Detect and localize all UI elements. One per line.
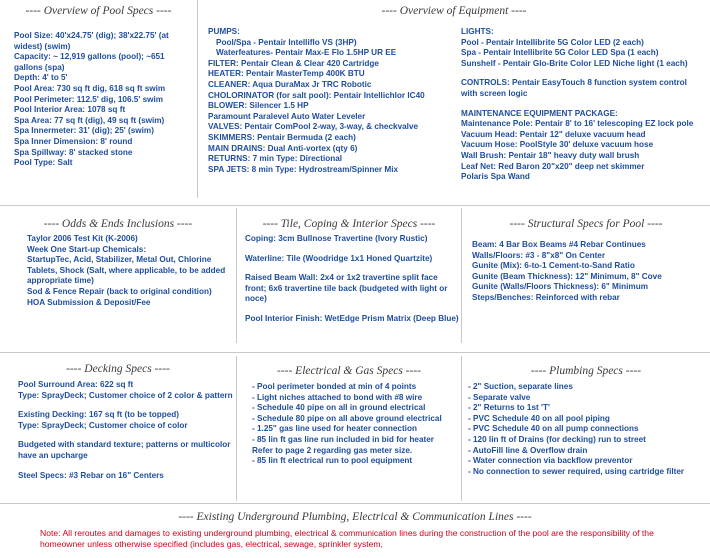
decking-line: Pool Surround Area: 622 sq ft (18, 380, 134, 389)
odds-line: Week One Start-up Chemicals: (27, 244, 147, 254)
equipment-line: with screen logic (461, 88, 528, 98)
decking-line: Existing Decking: 167 sq ft (to be topped) (18, 410, 180, 420)
odds-line: Tablets, Shock (Salt, where applicable, to be added (27, 265, 226, 275)
equipment-line: Spa - Pentair Intellibrite 5G Color LED Spa (1 each) (461, 48, 659, 58)
odds-line: Taylor 2006 Test Kit (K-2006) (27, 234, 138, 243)
pool-spec-line: Spa Area: 77 sq ft (dig), 49 sq ft (swim) (14, 115, 165, 125)
equipment-line: SKIMMERS: Pentair Bermuda (2 each) (208, 132, 356, 142)
electrical-line: - 85 lin ft gas line run included in bid for heater (252, 434, 434, 444)
decking-line: Budgeted with standard texture; patterns or multicolor (18, 440, 231, 450)
structural-line: Gunite (Mix): 6-to-1 Cement-to-Sand Ratio (472, 261, 635, 271)
pool-specs-panel (0, 0, 197, 200)
equipment-line: MAIN DRAINS: Dual Anti-vortex (qty 6) (208, 143, 358, 153)
equipment-line: BLOWER: Silencer 1.5 HP (208, 101, 309, 111)
pool-spec-line: Depth: 4' to 5' (14, 73, 68, 83)
pool-specs-list (14, 31, 197, 169)
equipment-line: RETURNS: 7 min Type: Directional (208, 154, 343, 164)
decking-line: Type: SprayDeck; Customer choice of 2 color & pattern (18, 390, 233, 400)
pool-specs-title: ---- Overview of Pool Specs ---- (25, 5, 172, 17)
existing-lines-note: Note: All reroutes and damages to existing underground plumbing, electrical & communication lines during the construction of the pool are the responsibility of the homeowner unless otherwise specified (includes gas, electrical, sewage, sprinkler system, (40, 528, 654, 549)
spacer (18, 401, 236, 410)
plumbing-line: - Water connection via backflow preventor (468, 456, 633, 466)
spacer (461, 69, 709, 78)
spacer (245, 305, 461, 314)
pool-spec-line: Spa Innermeter: 31' (dig); 25' (swim) (14, 126, 154, 136)
equipment-line: HEATER: Pentair MasterTemp 400K BTU (208, 69, 365, 79)
electrical-panel (237, 355, 461, 501)
equipment-right-list (461, 27, 709, 183)
electrical-title: ---- Electrical & Gas Specs ---- (276, 365, 421, 377)
spacer (18, 462, 236, 471)
equipment-line: VALVES: Pentair ComPool 2-way, 3-way, & checkvalve (208, 122, 419, 132)
tile-panel (237, 207, 461, 347)
pool-spec-line: Pool Area: 730 sq ft dig, 618 sq ft swim (14, 83, 166, 93)
electrical-line: - 85 lin ft electrical run to pool equipment (252, 456, 413, 466)
equipment-line: Vacuum Head: Pentair 12" deluxe vacuum head (461, 129, 646, 139)
decking-line: Type: SprayDeck; Customer choice of color (18, 420, 188, 430)
pool-spec-line: Spa Inner Dimension: 8' round (14, 136, 133, 146)
divider-bottom-horizontal (0, 503, 710, 504)
equipment-line: Waterfeatures- Pentair Max-E Flo 1.5HP UR EE (216, 48, 397, 58)
odds-ends-list (27, 234, 236, 308)
equipment-left-list (208, 27, 456, 175)
tile-list (245, 234, 461, 325)
equipment-line: SPA JETS: 8 min Type: Hydrostream/Spinner Mix (208, 164, 399, 174)
equipment-line: PUMPS: (208, 27, 240, 36)
odds-line: appropriate time) (27, 276, 94, 286)
pool-spec-line: gallons (spa) (14, 62, 65, 72)
electrical-line: - Schedule 40 pipe on all in ground electrical (252, 403, 426, 413)
tile-coping: Coping: 3cm Bullnose Travertine (Ivory Rustic) (245, 234, 428, 243)
tile-title: ---- Tile, Coping & Interior Specs ---- (262, 218, 436, 230)
equipment-line: Pool/Spa - Pentair Intelliflo VS (3HP) (216, 37, 357, 47)
tile-finish: Pool Interior Finish: WetEdge Prism Matrix (Deep Blue) (245, 313, 459, 323)
pool-spec-line: Pool Interior Area: 1078 sq ft (14, 105, 126, 115)
decking-list (18, 380, 236, 481)
plumbing-panel (462, 355, 710, 501)
odds-line: StartupTec, Acid, Stabilizer, Metal Out, Chlorine (27, 255, 212, 265)
decking-line: have an upcharge (18, 450, 88, 460)
spacer (245, 264, 461, 273)
plumbing-title: ---- Plumbing Specs ---- (530, 365, 642, 377)
equipment-line: Wall Brush: Pentair 18" heavy duty wall brush (461, 150, 640, 160)
electrical-line: - 1.25" gas line used for heater connection (252, 424, 417, 434)
equipment-line: Vacuum Hose: PoolStyle 30' deluxe vacuum hose (461, 140, 654, 150)
divider-top-horizontal (0, 205, 710, 206)
structural-list (472, 240, 710, 304)
decking-panel (0, 355, 236, 501)
plumbing-list (468, 382, 710, 477)
equipment-line: CONTROLS: Pentair EasyTouch 8 function system control (461, 78, 687, 88)
equipment-title: ---- Overview of Equipment ---- (381, 5, 527, 17)
spacer (245, 245, 461, 254)
pool-spec-line: Spa Spillway: 8' stacked stone (14, 147, 133, 157)
structural-line: Gunite (Walls/Floors Thickness): 6" Minimum (472, 282, 648, 292)
tile-beam-line: Raised Beam Wall: 2x4 or 1x2 travertine split face (245, 273, 438, 283)
electrical-list (252, 382, 461, 467)
structural-title: ---- Structural Specs for Pool ---- (509, 218, 663, 230)
plumbing-line: - PVC Schedule 40 on all pool piping (468, 413, 610, 423)
equipment-panel (198, 0, 710, 200)
decking-steel: Steel Specs: #3 Rebar on 16" Centers (18, 470, 164, 480)
odds-line: Sod & Fence Repair (back to original condition) (27, 286, 212, 296)
pool-spec-line: widest) (swim) (14, 41, 71, 51)
pool-spec-line: Pool Type: Salt (14, 158, 73, 168)
pool-spec-line: Pool Perimeter: 112.5' dig, 106.5' swim (14, 94, 164, 104)
pool-spec-line: Capacity: ~ 12,919 gallons (pool); ~651 (14, 52, 165, 62)
structural-line: Gunite (Beam Thickness): 12" Minimum, 8" Cove (472, 271, 662, 281)
decking-title: ---- Decking Specs ---- (66, 363, 170, 375)
electrical-line: - Pool perimeter bonded at min of 4 points (252, 382, 417, 391)
equipment-line: Leaf Net: Red Baron 20"x20" deep net skimmer (461, 161, 645, 171)
plumbing-line: - 2" Suction, separate lines (468, 382, 573, 391)
plumbing-line: - Separate valve (468, 392, 531, 402)
odds-ends-panel (0, 207, 236, 347)
tile-waterline: Waterline: Tile (Woodridge 1x1 Honed Quartzite) (245, 253, 433, 263)
equipment-line: Pool - Pentair Intellibrite 5G Color LED (2 each) (461, 37, 644, 47)
electrical-line: - Light niches attached to bond with #8 wire (252, 392, 423, 402)
odds-line: HOA Submission & Deposit/Fee (27, 297, 151, 307)
plumbing-line: - 120 lin ft of Drains (for decking) run to street (468, 434, 646, 444)
equipment-line: Paramount Paralevel Auto Water Leveler (208, 111, 366, 121)
electrical-line: - Schedule 80 pipe on all above ground electrical (252, 413, 442, 423)
plumbing-line: - No connection to sewer required, using cartridge filter (468, 466, 685, 476)
tile-beam-line: noce) (245, 294, 267, 304)
equipment-line: LIGHTS: (461, 27, 494, 36)
plumbing-line: - AutoFill line & Overflow drain (468, 445, 588, 455)
equipment-line: Sunshelf - Pentair Glo-Brite Color LED Niche light (1 each) (461, 58, 688, 68)
structural-line: Steps/Benches: Reinforced with rebar (472, 292, 620, 302)
odds-ends-title: ---- Odds & Ends Inclusions ---- (43, 218, 193, 230)
structural-line: Walls/Floors: #3 - 8"x8" On Center (472, 250, 606, 260)
equipment-line: CHOLORINATOR (for salt pool): Pentair Intellichlor IC40 (208, 90, 425, 100)
equipment-line: Maintenance Pole: Pentair 8' to 16' telescoping EZ lock pole (461, 119, 694, 129)
equipment-line: CLEANER: Aqua DuraMax Jr TRC Robotic (208, 79, 372, 89)
equipment-line: MAINTENANCE EQUIPMENT PACKAGE: (461, 108, 618, 118)
equipment-line: Polaris Spa Wand (461, 172, 530, 182)
electrical-line: Refer to page 2 regarding gas meter size. (252, 445, 413, 455)
spacer (18, 431, 236, 440)
divider-mid-horizontal (0, 352, 710, 353)
plumbing-line: - PVC Schedule 40 on all pump connections (468, 424, 639, 434)
tile-beam-line: front; 6x6 travertine tile back (budgeted with light or (245, 283, 448, 293)
existing-lines-title: ---- Existing Underground Plumbing, Electrical & Communication Lines ---- (178, 511, 532, 523)
spacer (461, 100, 709, 109)
pool-spec-line: Pool Size: 40'x24.75' (dig); 38'x22.75' (at (14, 31, 169, 40)
plumbing-line: - 2" Returns to 1st 'T' (468, 403, 550, 413)
equipment-line: FILTER: Pentair Clean & Clear 420 Cartridge (208, 58, 379, 68)
structural-line: Beam: 4 Bar Box Beams #4 Rebar Continues (472, 240, 646, 249)
structural-panel (462, 207, 710, 347)
